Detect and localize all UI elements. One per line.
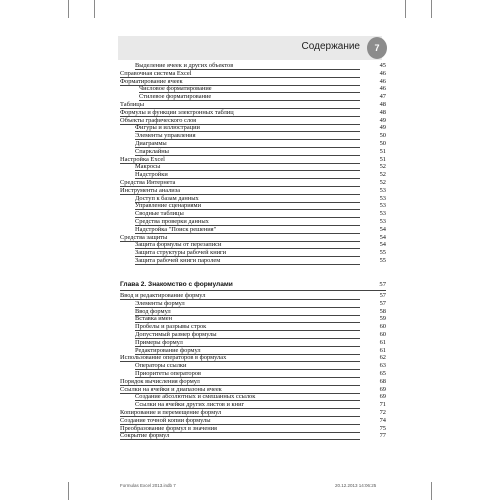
toc-entry-title: Выделение ячеек и других объектов — [135, 62, 234, 69]
toc-entry-title: Создание точной копии формулы — [120, 416, 211, 424]
toc-entry-page: 54 — [379, 225, 386, 233]
toc-entry[interactable] — [0, 315, 500, 323]
toc-entry[interactable] — [0, 241, 500, 249]
toc-entry-page: 52 — [379, 163, 386, 171]
toc-entry-page: 49 — [379, 124, 386, 132]
toc-entry-page: 68 — [379, 377, 386, 385]
toc-entry[interactable] — [0, 171, 500, 179]
toc-entry-title: Справочная система Excel — [120, 69, 192, 77]
toc-entry-title: Преобразование формул в значения — [120, 424, 218, 432]
toc-entry[interactable] — [0, 409, 500, 417]
toc-entry[interactable] — [0, 117, 500, 125]
toc-entry-title: Создание абсолютных и смешанных ссылок — [135, 393, 256, 401]
toc-entry-title: Числовое форматирование — [139, 85, 212, 93]
toc-entry[interactable] — [0, 124, 500, 132]
toc-entry[interactable] — [0, 62, 500, 70]
toc-entry-page: 71 — [379, 401, 386, 409]
toc-entry-page: 51 — [379, 147, 386, 155]
toc-entry-title: Использование операторов в формулах — [120, 354, 227, 362]
toc-entry-page: 48 — [379, 101, 386, 108]
toc-entry[interactable] — [0, 323, 500, 331]
toc-entry[interactable] — [0, 393, 500, 401]
toc-entry-title: Приоритеты операторов — [135, 370, 201, 377]
toc-entry-rule — [135, 264, 360, 265]
toc-entry-title: Надстройки — [135, 171, 168, 179]
toc-entry-page: 72 — [379, 409, 386, 416]
toc-entry-title: Средства Интернета — [120, 179, 176, 186]
toc-entry[interactable] — [0, 300, 500, 308]
toc-entry-title: Ввод и редактирование формул — [120, 292, 206, 299]
toc-entry[interactable] — [0, 308, 500, 316]
toc-entry[interactable] — [0, 93, 500, 101]
toc-entry-title: Управление сценариями — [135, 202, 202, 210]
toc-entry-title: Редактирование формул — [135, 346, 201, 354]
toc-entry-title: Диаграммы — [135, 140, 167, 147]
toc-entry-title: Порядок вычисления формул — [120, 377, 200, 385]
toc-entry-page: 60 — [379, 331, 386, 338]
toc-entry[interactable] — [0, 179, 500, 187]
toc-entry-title: Доступ к базам данных — [135, 194, 199, 202]
toc-entry[interactable] — [0, 132, 500, 140]
footer-left: Formulas Excel 2013.indb 7 — [120, 483, 176, 488]
chapter-title: Глава 2. Знакомство с формулами — [120, 281, 233, 288]
toc-entry-page: 51 — [379, 155, 386, 163]
footer-right: 20.12.2013 14:06:25 — [335, 483, 377, 488]
toc-entry-title: Ссылки на ячейки других листов и книг — [135, 401, 245, 409]
toc-entry[interactable] — [0, 210, 500, 218]
toc-entry-page: 74 — [379, 416, 386, 424]
chapter-heading[interactable] — [120, 280, 386, 290]
toc-entry-page: 50 — [379, 132, 386, 140]
toc-entry-page: 45 — [379, 62, 386, 69]
toc-entry-page: 69 — [379, 393, 386, 401]
toc-entry[interactable] — [0, 156, 500, 164]
toc-entry-title: Объекты графического слоя — [120, 116, 197, 124]
toc-entry[interactable] — [0, 78, 500, 86]
toc-entry-title: Примеры формул — [135, 338, 183, 346]
toc-entry-page: 47 — [379, 93, 386, 101]
toc-entry-title: Формулы и функции электронных таблиц — [120, 108, 234, 116]
toc-entry[interactable] — [0, 362, 500, 370]
header-title: Содержание — [301, 41, 360, 52]
toc-entry[interactable] — [0, 354, 500, 362]
toc-entry[interactable] — [0, 234, 500, 242]
toc-entry-title: Инструменты анализа — [120, 186, 181, 194]
toc-entry-title: Форматирование ячеек — [120, 77, 183, 85]
toc-entry-page: 54 — [379, 233, 386, 241]
toc-entry-title: Средства защиты — [120, 233, 168, 241]
toc-entry-title: Защита структуры рабочей книги — [135, 249, 227, 257]
toc-entry-title: Элементы управления — [135, 132, 196, 140]
toc-entry-title: Ссылки на ячейки и диапазоны ячеек — [120, 385, 222, 393]
toc-entry-page: 55 — [379, 249, 386, 257]
toc-entry-page: 49 — [379, 116, 386, 124]
toc-entry-page: 46 — [379, 77, 386, 85]
toc-entry-page: 53 — [379, 186, 386, 194]
toc-entry-rule — [120, 439, 360, 440]
toc-entry-title: Настройка Excel — [120, 155, 165, 163]
toc-entry[interactable] — [0, 249, 500, 257]
toc-entry-page: 62 — [379, 354, 386, 362]
toc-entry-title: Копирование и перемещение формул — [120, 409, 222, 416]
toc-entry[interactable] — [0, 417, 500, 425]
page-number-badge: 7 — [367, 37, 387, 59]
toc-entry-title: Средства проверки данных — [135, 218, 209, 225]
toc-entry-title: Защита рабочей книги паролем — [135, 257, 221, 264]
toc-entry-page: 50 — [379, 140, 386, 147]
toc-entry-page: 53 — [379, 194, 386, 202]
toc-entry[interactable] — [0, 148, 500, 156]
toc-entry[interactable] — [0, 370, 500, 378]
toc-entry-page: 53 — [379, 210, 386, 218]
toc-entry-title: Элементы формул — [135, 299, 185, 307]
toc-entry[interactable] — [0, 70, 500, 78]
toc-entry[interactable] — [0, 386, 500, 394]
toc-entry-title: Допустимый размер формулы — [135, 331, 217, 338]
toc-entry[interactable] — [0, 331, 500, 339]
toc-entry[interactable] — [0, 85, 500, 93]
toc-entry-title: Стилевое форматирование — [139, 93, 212, 101]
toc-entry[interactable] — [0, 425, 500, 433]
toc-entry-page: 57 — [379, 292, 386, 299]
toc-entry-title: Вставка имен — [135, 315, 172, 323]
toc-entry[interactable] — [0, 347, 500, 355]
toc-entry[interactable] — [0, 195, 500, 203]
toc-entry-title: Операторы ссылки — [135, 362, 187, 370]
toc-entry[interactable] — [0, 401, 500, 409]
toc-entry[interactable] — [0, 432, 500, 440]
toc-entry[interactable] — [0, 339, 500, 347]
toc-entry-page: 55 — [379, 257, 386, 264]
toc-entry[interactable] — [0, 187, 500, 195]
toc-entry-page: 61 — [379, 346, 386, 354]
toc-entry-title: Пробелы и разрывы строк — [135, 323, 207, 331]
toc-entry-page: 65 — [379, 370, 386, 377]
toc-entry-page: 53 — [379, 202, 386, 210]
toc-entry-title: Спарклайны — [135, 147, 169, 155]
toc-entry-page: 69 — [379, 385, 386, 393]
toc-entry-page: 75 — [379, 424, 386, 432]
toc-entry[interactable] — [0, 202, 500, 210]
toc-entry-page: 52 — [379, 171, 386, 179]
toc-entry-page: 54 — [379, 241, 386, 249]
toc-entry[interactable] — [0, 226, 500, 234]
chapter-rule — [120, 290, 386, 291]
toc-entry-page: 59 — [379, 315, 386, 323]
toc-entry-page: 53 — [379, 218, 386, 225]
toc-entry-page: 46 — [379, 69, 386, 77]
toc-entry[interactable] — [0, 218, 500, 226]
toc-entry-page: 57 — [379, 299, 386, 307]
toc-entry[interactable] — [0, 378, 500, 386]
toc-entry-title: Таблицы — [120, 101, 144, 108]
toc-entry[interactable] — [0, 163, 500, 171]
toc-entry-title: Сводные таблицы — [135, 210, 184, 218]
toc-entry-page: 60 — [379, 323, 386, 331]
toc-entry-title: Сокрытие формул — [120, 432, 170, 440]
toc-entry-title: Ввод формул — [135, 307, 171, 315]
toc-entry-page: 58 — [379, 307, 386, 315]
toc-entry[interactable] — [0, 257, 500, 265]
toc-entry[interactable] — [0, 109, 500, 117]
chapter-page: 57 — [379, 281, 386, 288]
toc-entry-page: 77 — [379, 432, 386, 440]
toc-entry[interactable] — [0, 292, 500, 300]
toc-entry-title: Макросы — [135, 163, 161, 171]
toc-entry-page: 48 — [379, 108, 386, 116]
toc-entry-title: Защита формулы от перезаписи — [135, 241, 222, 249]
toc-entry-title: Надстройка "Поиск решения" — [135, 225, 217, 233]
toc-entry-title: Фигуры и иллюстрации — [135, 124, 200, 132]
toc-entry-page: 63 — [379, 362, 386, 370]
toc-entry-page: 52 — [379, 179, 386, 186]
toc-entry[interactable] — [0, 140, 500, 148]
toc-entry[interactable] — [0, 101, 500, 109]
toc-entry-page: 46 — [379, 85, 386, 93]
toc-entry-page: 61 — [379, 338, 386, 346]
